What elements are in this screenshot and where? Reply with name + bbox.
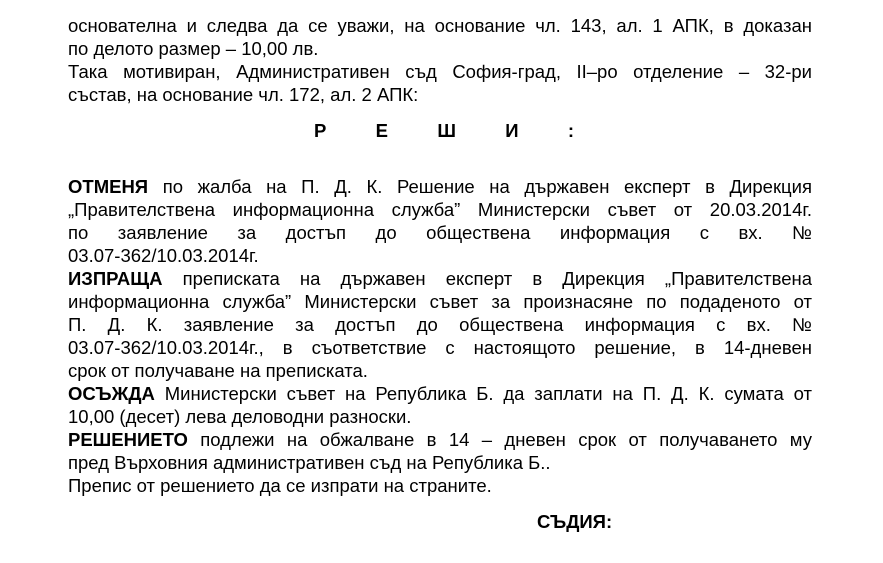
keyword-send: ИЗПРАЩА [68,268,163,289]
keyword-decision: РЕШЕНИЕТО [68,429,188,450]
text-line: 10,00 (десет) лева деловодни разноски. [68,406,412,427]
heading-letter: И [505,120,519,141]
text-line: по делото размер – 10,00 лв. [68,38,319,59]
keyword-annul: ОТМЕНЯ [68,176,149,197]
heading-letter: Е [375,120,388,141]
decision-heading [314,119,574,142]
paragraph-order-first-line: ОСЪЖДА Министерски съвет на Република Б. да заплати на П. Д. К. сумата от [68,383,812,404]
text-line: Препис от решението да се изпрати на страните. [68,475,492,496]
text-line: срок от получаване на преписката. [68,360,368,381]
judges-label: СЪДИЯ: [537,511,613,532]
text-line: Така мотивиран, Административен съд София-град, II–ро отделение – 32-ри [68,61,812,82]
keyword-order: ОСЪЖДА [68,383,155,404]
text-line: информационна служба” Министерски съвет за произнасяне по подаденото от [68,291,812,312]
document-body [68,0,812,497]
paragraph-decision-first-line: РЕШЕНИЕТО подлежи на обжалване в 14 – дневен срок от получаването му [68,429,812,450]
text-line: състав, на основание чл. 172, ал. 2 АПК: [68,84,419,105]
text-line: основателна и следва да се уважи, на основание чл. 143, ал. 1 АПК, в доказан [68,15,812,36]
text-line: 03.07-362/10.03.2014г., в съответствие с настоящото решение, в 14-дневен [68,337,812,358]
paragraph-annul-first-line: ОТМЕНЯ по жалба на П. Д. К. Решение на държавен експерт в Дирекция [68,176,812,197]
heading-letter: : [567,120,574,141]
text-line: 03.07-362/10.03.2014г. [68,245,259,266]
text-line: „Правителствена информационна служба” Министерски съвет от 20.03.2014г. [68,199,812,220]
text-line: П. Д. К. заявление за достъп до обществена информация с вх. № [68,314,812,335]
heading-letter: Р [314,120,327,141]
text-line: по заявление за достъп до обществена информация с вх. № [68,222,812,243]
text-line: пред Върховния административен съд на Република Б.. [68,452,551,473]
paragraph-send-first-line: ИЗПРАЩА преписката на държавен експерт в Дирекция „Правителствена [68,268,812,289]
text-line-cropped [68,0,812,14]
heading-letter: Ш [437,120,456,141]
